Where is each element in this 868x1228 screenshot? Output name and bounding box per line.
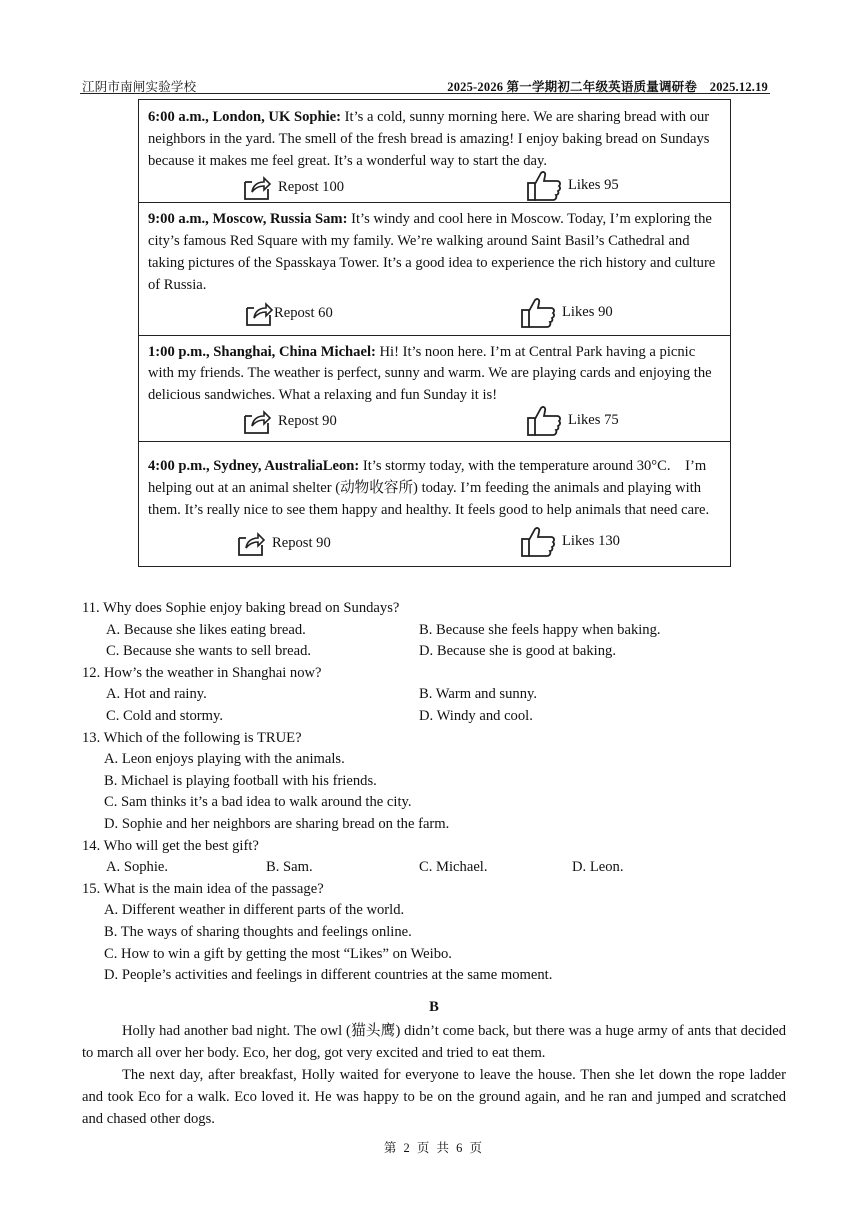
repost-stat [242,409,337,435]
option-a: A. Leon enjoys playing with the animals. [104,751,345,768]
option-a: A. Sophie. [106,859,169,876]
repost-count: Repost 90 [278,413,337,430]
thumbs-up-icon [526,405,562,437]
option-a: A. Different weather in different parts of the world. [104,902,405,919]
option-row [82,814,792,836]
post-text: Hi! It’s noon here. I’m at Central Park having a picnic with my friends. The weather is perfect, sunny and warm. We are playing cards and enjoying the delicious sandwiches. What a relaxing and fun Sunday it is! [148,343,712,404]
post-leon [139,442,730,566]
post-michael [139,336,730,442]
likes-stat [526,405,619,437]
repost-icon [244,301,274,327]
question-stem: 13. Which of the following is TRUE? [82,729,302,746]
header-rule [80,93,770,94]
repost-count: Repost 100 [278,179,345,196]
option-row [82,944,792,966]
post-sophie [139,100,730,203]
question-stem: 14. Who will get the best gift? [82,837,259,854]
page-number: 第 2 页 共 6 页 [383,1141,485,1155]
option-row [82,965,792,987]
option-d: D. Leon. [572,859,624,876]
option-d: D. Sophie and her neighbors are sharing bread on the farm. [104,815,450,832]
post-text: It’s windy and cool here in Moscow. Today, I’m exploring the city’s famous Red Square with my family. We’re walking around Saint Basil’s Cathedral and taking pictures of the Spasskaya Tower. It’s a good idea to experience the rich history and culture of Russia. [148,211,716,293]
thumbs-up-icon [526,170,562,202]
post-heading: 6:00 a.m., London, UK Sophie: [148,109,341,125]
post-sam [139,203,730,335]
passage-paragraph: The next day, after breakfast, Holly waited for everyone to leave the house. Then she let down the rope ladder and took Eco for a walk. Eco loved it. He was happy to be on the ground again, and he ran and jumped and scratched and chased other dogs. [82,1067,786,1127]
repost-count: Repost 90 [272,535,331,552]
post-stats [148,297,722,335]
repost-icon [242,175,272,201]
option-row [82,684,792,706]
option-row [82,771,792,793]
post-text: It’s a cold, sunny morning here. We are sharing bread with our neighbors in the yard. The smell of the fresh bread is amazing! I enjoy baking bread on Sundays because it makes me feel great. It’s a wonderful way to start the day. [148,109,710,169]
weibo-posts-box [138,99,731,567]
post-text: It’s stormy today, with the temperature around 30°C. I’m helping out at an animal shelter (动物收容所) today. I’m feeding the animals and playing with them. It’s really nice to see them happy and healthy. It feels good to help animals that need care. [148,457,710,518]
repost-stat [236,531,331,557]
repost-icon [236,531,266,557]
repost-count: Repost 60 [274,304,333,321]
question-stem: 15. What is the main idea of the passage? [82,880,324,897]
option-d: D. People’s activities and feelings in different countries at the same moment. [104,967,553,984]
post-stats [148,172,722,202]
post-heading: 1:00 p.m., Shanghai, China Michael: [148,343,376,360]
likes-stat [520,297,613,329]
post-heading: 9:00 a.m., Moscow, Russia Sam: [148,211,348,228]
question-list [82,598,792,987]
likes-count: Likes 75 [568,412,619,429]
option-c: C. How to win a gift by getting the most “Likes” on Weibo. [104,945,452,962]
section-title: B [429,999,439,1015]
option-c: C. Because she wants to sell bread. [106,643,312,660]
option-row [82,792,792,814]
option-a: A. Because she likes eating bread. [106,621,306,638]
exam-title: 2025-2026 第一学期初二年级英语质量调研卷 2025.12.19 [447,80,768,94]
option-a: A. Hot and rainy. [106,686,207,703]
option-row [82,641,792,663]
likes-stat [520,526,620,558]
option-row [82,749,792,771]
post-stats [148,407,722,441]
school-name: 江阴市南闸实验学校 [82,80,197,94]
post-heading: 4:00 p.m., Sydney, AustraliaLeon: [148,457,360,474]
option-c: C. Michael. [419,859,488,876]
repost-stat [244,301,333,327]
post-stats [148,521,722,566]
thumbs-up-icon [520,297,556,329]
option-row [82,922,792,944]
likes-count: Likes 130 [562,533,620,550]
option-d: D. Windy and cool. [419,707,533,724]
option-row [82,706,792,728]
option-b: B. Because she feels happy when baking. [419,621,661,638]
option-row [82,900,792,922]
option-b: B. Sam. [266,859,313,876]
question-stem: 11. Why does Sophie enjoy baking bread on Sundays? [82,600,400,616]
option-b: B. Warm and sunny. [419,686,537,703]
option-row [82,857,792,879]
likes-count: Likes 95 [568,177,619,194]
question-stem: 12. How’s the weather in Shanghai now? [82,664,322,681]
option-b: B. Michael is playing football with his friends. [104,772,377,789]
repost-icon [242,409,272,435]
option-row [82,620,792,642]
likes-stat [526,170,619,202]
option-c: C. Cold and stormy. [106,707,224,724]
option-c: C. Sam thinks it’s a bad idea to walk around the city. [104,794,412,811]
thumbs-up-icon [520,526,556,558]
repost-stat [242,175,344,201]
option-b: B. The ways of sharing thoughts and feelings online. [104,923,412,940]
likes-count: Likes 90 [562,303,613,320]
passage-paragraph: Holly had another bad night. The owl (猫头鹰) didn’t come back, but there was a huge army of ants that decided to march all over her body. Eco, her dog, got very excited and tried to eat them. [82,1023,786,1061]
option-d: D. Because she is good at baking. [419,643,616,660]
